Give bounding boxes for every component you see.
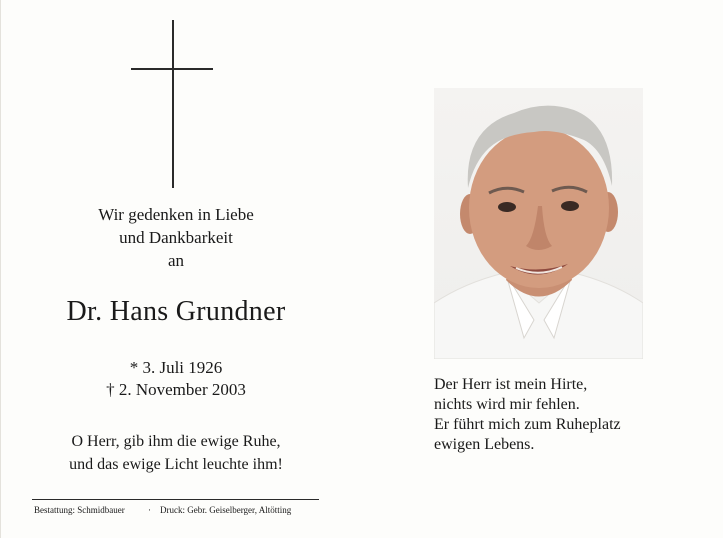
- verse-line-1: Der Herr ist mein Hirte,: [434, 376, 588, 393]
- portrait-eye-left: [498, 202, 516, 212]
- footer-divider: [32, 499, 319, 500]
- printer-credit: Druck: Gebr. Geiselberger, Altötting: [160, 505, 292, 515]
- deceased-name: Dr. Hans Grundner: [66, 296, 286, 327]
- intro-line-3: an: [167, 251, 185, 270]
- portrait-eye-right: [561, 201, 579, 211]
- birth-date: * 3. Juli 1926: [129, 358, 223, 377]
- portrait-image: [434, 88, 643, 359]
- verse-line-4: ewigen Lebens.: [434, 436, 535, 453]
- cross-icon-horizontal: [131, 68, 213, 70]
- funeral-home-credit: Bestattung: Schmidbauer: [34, 505, 125, 515]
- prayer-line-1: O Herr, gib ihm die ewige Ruhe,: [71, 433, 281, 450]
- footer-separator: ·: [148, 505, 151, 515]
- death-date: † 2. November 2003: [106, 380, 246, 399]
- intro-line-1: Wir gedenken in Liebe: [98, 205, 254, 224]
- portrait-photo: [434, 88, 643, 359]
- prayer-line-2: und das ewige Licht leuchte ihm!: [69, 456, 283, 473]
- verse-line-3: Er führt mich zum Ruheplatz: [434, 416, 621, 433]
- intro-line-2: und Dankbarkeit: [119, 228, 233, 247]
- cross-icon-vertical: [172, 20, 174, 188]
- verse-line-2: nichts wird mir fehlen.: [434, 396, 580, 413]
